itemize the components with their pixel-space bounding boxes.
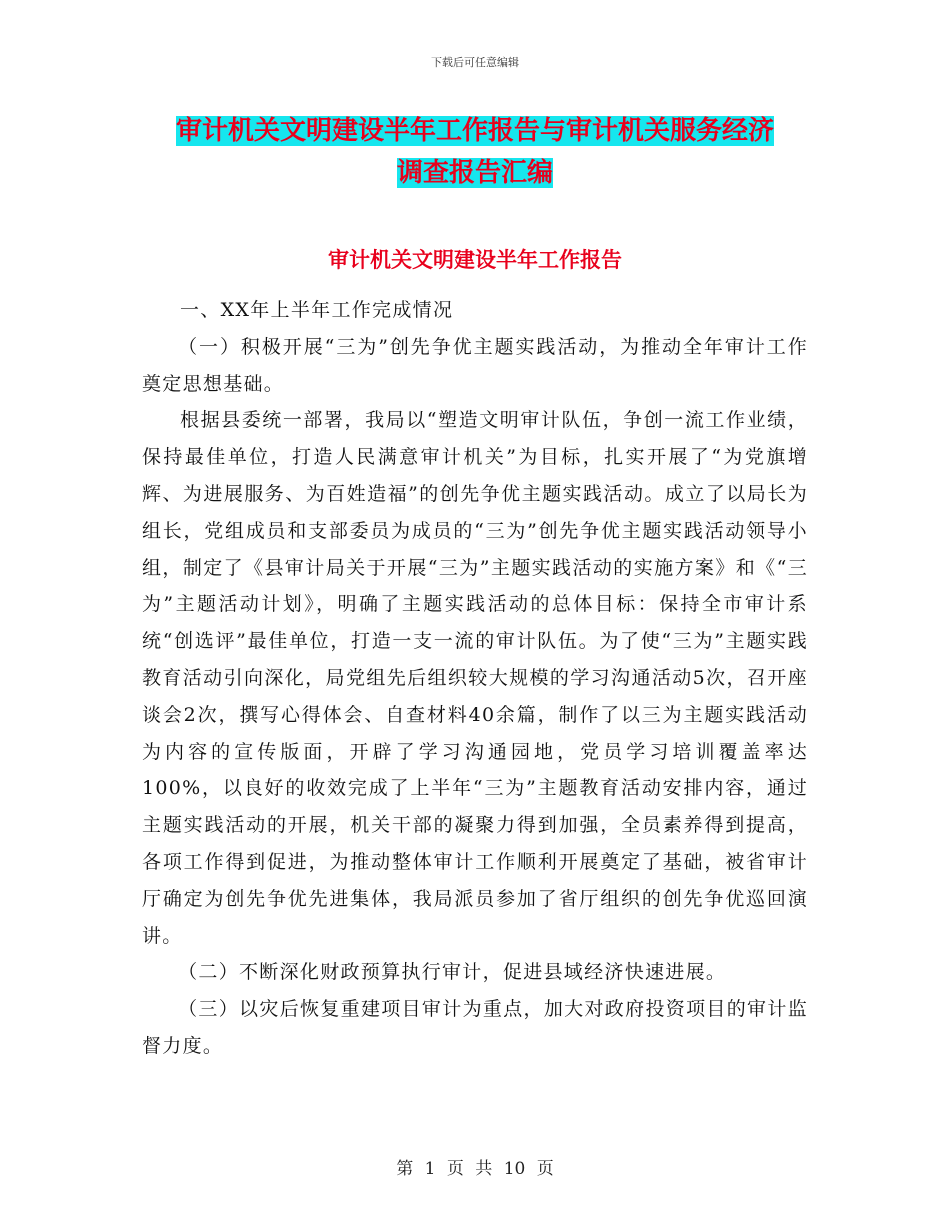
paragraph-subheading-2: （二）不断深化财政预算执行审计，促进县域经济快速进展。: [178, 961, 727, 984]
header-note: 下载后可任意编辑: [431, 56, 519, 69]
paragraph-body: 根据县委统一部署，我局以“塑造文明审计队伍，争创一流工作业绩，保持最佳单位，打造人民满意审计机关”为目标，扎实开展了“为党旗增辉、为进展服务、为百姓造福”的创先争优主题实践活动。成立了以局长为组长，党组成员和支部委员为成员的“三为”创先争优主题实践活动领导小组，制定了《县审计局关于开展“三为”主题实践活动的实施方案》和《“三为”主题活动计划》，明确了主题实践活动的总体目标：保持全市审计系统“创选评”最佳单位，打造一支一流的审计队伍。为了使“三为”主题实践教育活动引向深化，局党组先后组织较大规模的学习沟通活动5次，召开座谈会2次，撰写心得体会、自查材料40余篇，制作了以三为主题实践活动为内容的宣传版面，开辟了学习沟通园地，党员学习培训覆盖率达100%，以良好的收效完成了上半年“三为”主题教育活动安排内容，通过主题实践活动的开展，机关干部的凝聚力得到加强，全员素养得到提高，各项工作得到促进，为推动整体审计工作顺利开展奠定了基础，被省审计厅确定为创先争优先进集体，我局派员参加了省厅组织的创先争优巡回演讲。: [142, 409, 808, 947]
page-footer: 第 1 页 共 10 页: [396, 1159, 554, 1179]
paragraph-heading-1: 一、XX年上半年工作完成情况: [180, 299, 454, 321]
body-text: [142, 292, 808, 1065]
section-title: 审计机关文明建设半年工作报告: [328, 248, 622, 272]
document-title: [140, 110, 810, 194]
title-line-1: 审计机关文明建设半年工作报告与审计机关服务经济: [175, 116, 774, 146]
title-line-2: 调查报告汇编: [396, 158, 553, 188]
paragraph-subheading-1: （一）积极开展“三为”创先争优主题实践活动，为推动全年审计工作奠定思想基础。: [142, 335, 808, 395]
paragraph-subheading-3: （三）以灾后恢复重建项目审计为重点，加大对政府投资项目的审计监督力度。: [142, 998, 808, 1057]
